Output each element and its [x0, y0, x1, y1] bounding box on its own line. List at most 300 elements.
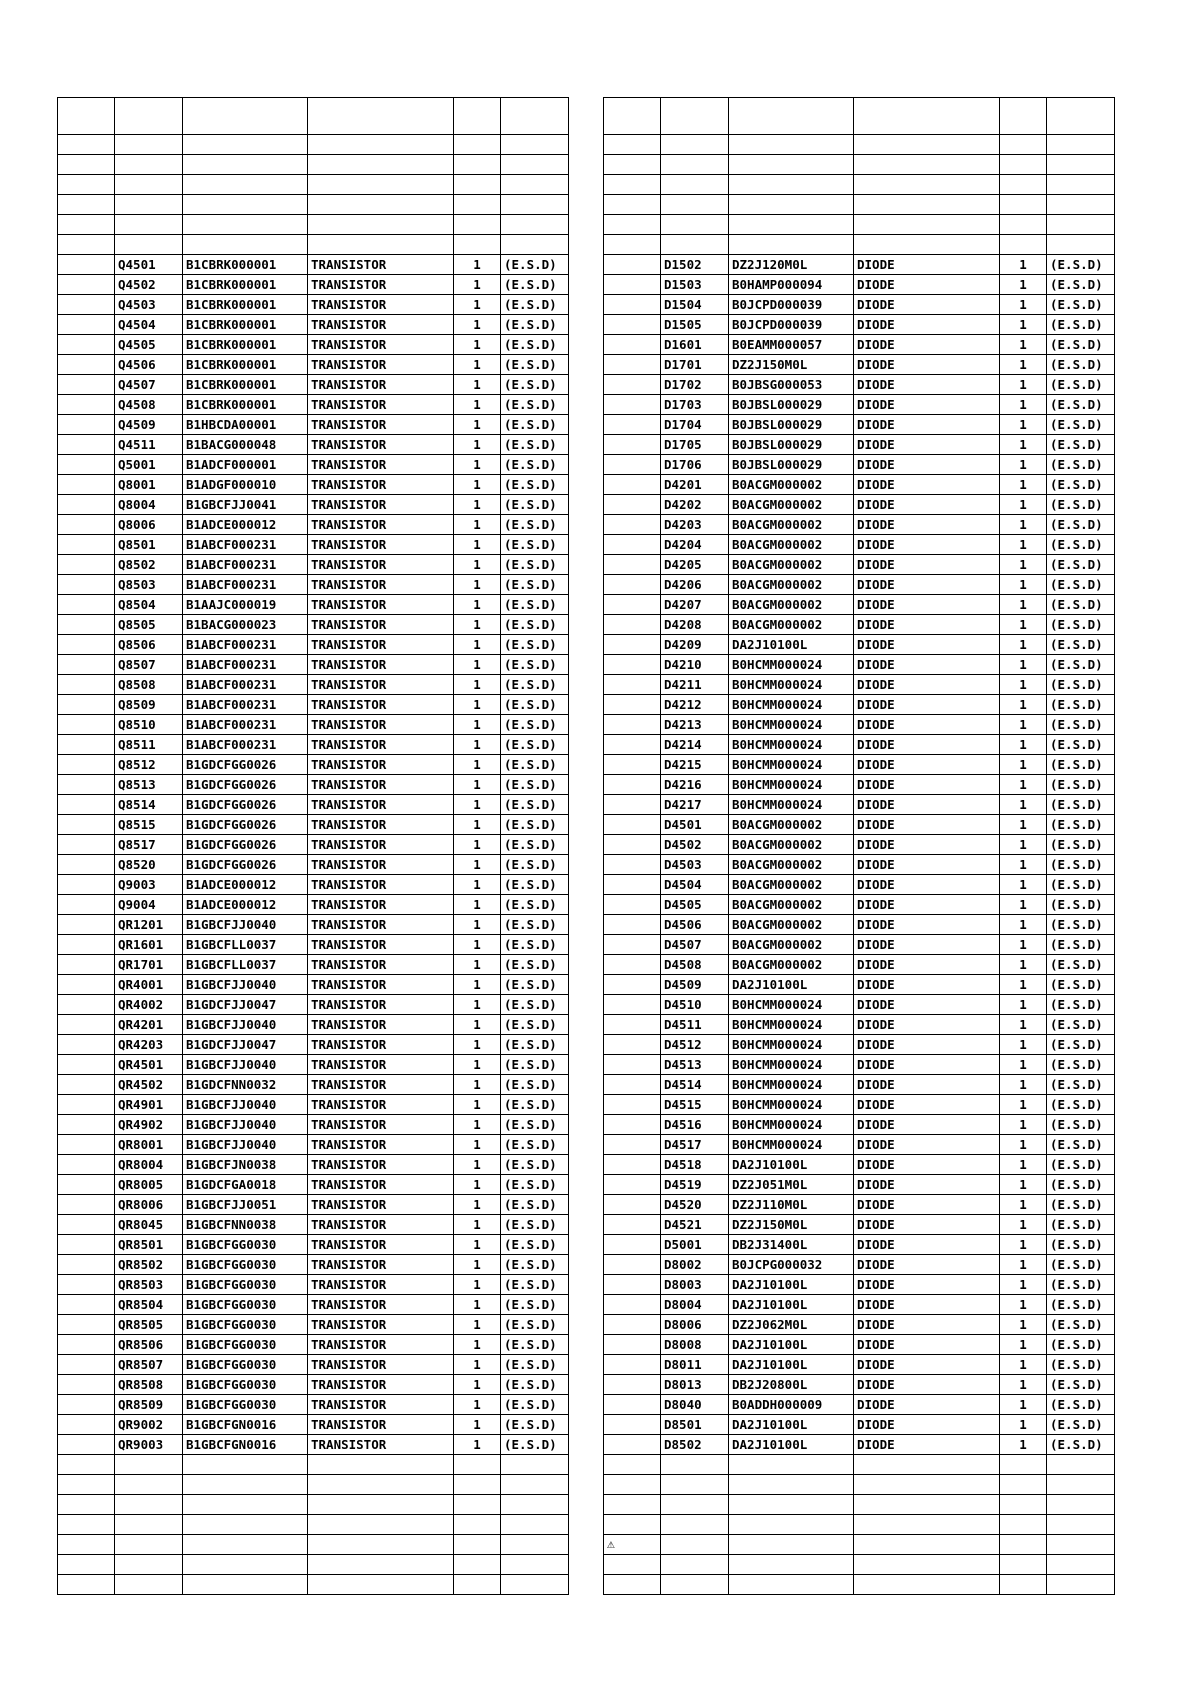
- part-no-cell: B0ADDH000009: [729, 1395, 854, 1415]
- table-row: [604, 1155, 1115, 1175]
- remark-cell: [604, 515, 661, 535]
- note-cell: (E.S.D): [1047, 755, 1115, 775]
- remark-cell: [604, 655, 661, 675]
- quantity-cell: 1: [1000, 595, 1047, 615]
- description-cell: TRANSISTOR: [308, 1235, 454, 1255]
- remark-cell: [58, 835, 115, 855]
- empty-cell: [604, 1475, 661, 1495]
- note-cell: (E.S.D): [1047, 695, 1115, 715]
- remark-cell: [58, 315, 115, 335]
- empty-cell: [854, 98, 1000, 135]
- remark-cell: [58, 975, 115, 995]
- description-cell: DIODE: [854, 1315, 1000, 1335]
- note-cell: (E.S.D): [1047, 555, 1115, 575]
- remark-cell: [58, 335, 115, 355]
- empty-cell: [58, 215, 115, 235]
- ref-no-cell: D4512: [661, 1035, 729, 1055]
- remark-cell: [58, 1175, 115, 1195]
- table-row: [604, 1095, 1115, 1115]
- empty-cell: [454, 1535, 501, 1555]
- table-row: [58, 715, 569, 735]
- quantity-cell: 1: [454, 595, 501, 615]
- note-cell: (E.S.D): [501, 1075, 569, 1095]
- quantity-cell: 1: [454, 315, 501, 335]
- part-no-cell: B0HCMM000024: [729, 695, 854, 715]
- note-cell: (E.S.D): [501, 1195, 569, 1215]
- ref-no-cell: D8502: [661, 1435, 729, 1455]
- part-no-cell: B1BACG000023: [183, 615, 308, 635]
- empty-cell: [661, 1575, 729, 1595]
- remark-cell: [604, 1355, 661, 1375]
- ref-no-cell: D8011: [661, 1355, 729, 1375]
- empty-cell: [1047, 1535, 1115, 1555]
- part-no-cell: B1CBRK000001: [183, 375, 308, 395]
- description-cell: DIODE: [854, 615, 1000, 635]
- quantity-cell: 1: [1000, 1255, 1047, 1275]
- table-row: [604, 355, 1115, 375]
- quantity-cell: 1: [1000, 1095, 1047, 1115]
- table-row: [58, 695, 569, 715]
- description-cell: TRANSISTOR: [308, 435, 454, 455]
- remark-cell: [58, 1435, 115, 1455]
- empty-cell: [604, 1455, 661, 1475]
- part-no-cell: DB2J31400L: [729, 1235, 854, 1255]
- ref-no-cell: D8006: [661, 1315, 729, 1335]
- table-row: [58, 895, 569, 915]
- empty-cell: [729, 1575, 854, 1595]
- empty-cell: [604, 98, 661, 135]
- part-no-cell: B1GBCFJJ0040: [183, 975, 308, 995]
- part-no-cell: B0ACGM000002: [729, 875, 854, 895]
- remark-cell: [58, 1355, 115, 1375]
- note-cell: (E.S.D): [1047, 335, 1115, 355]
- description-cell: TRANSISTOR: [308, 1175, 454, 1195]
- note-cell: (E.S.D): [501, 355, 569, 375]
- part-no-cell: B1HBCDA00001: [183, 415, 308, 435]
- remark-cell: [58, 495, 115, 515]
- empty-cell: [729, 175, 854, 195]
- quantity-cell: 1: [454, 1415, 501, 1435]
- empty-cell: [58, 98, 115, 135]
- quantity-cell: 1: [454, 355, 501, 375]
- quantity-cell: 1: [454, 1215, 501, 1235]
- ref-no-cell: Q4505: [115, 335, 183, 355]
- quantity-cell: 1: [1000, 1295, 1047, 1315]
- part-no-cell: B1GBCFJJ0040: [183, 1015, 308, 1035]
- description-cell: DIODE: [854, 1395, 1000, 1415]
- empty-cell: [1047, 195, 1115, 215]
- description-cell: DIODE: [854, 255, 1000, 275]
- remark-cell: [604, 495, 661, 515]
- table-row: [58, 1335, 569, 1355]
- empty-cell: [183, 1475, 308, 1495]
- table-row: [58, 515, 569, 535]
- table-row: [58, 1355, 569, 1375]
- table-row: [604, 735, 1115, 755]
- description-cell: TRANSISTOR: [308, 355, 454, 375]
- empty-cell: [1047, 235, 1115, 255]
- empty-cell: [661, 1515, 729, 1535]
- part-no-cell: B0HCMM000024: [729, 775, 854, 795]
- part-no-cell: B0ACGM000002: [729, 475, 854, 495]
- empty-cell: [454, 1475, 501, 1495]
- empty-cell: [454, 175, 501, 195]
- table-row: [604, 315, 1115, 335]
- remark-cell: [604, 1035, 661, 1055]
- empty-cell: [661, 1535, 729, 1555]
- empty-cell: [1000, 235, 1047, 255]
- description-cell: DIODE: [854, 455, 1000, 475]
- note-cell: (E.S.D): [501, 775, 569, 795]
- part-no-cell: B1ABCF000231: [183, 555, 308, 575]
- quantity-cell: 1: [454, 915, 501, 935]
- ref-no-cell: D4513: [661, 1055, 729, 1075]
- part-no-cell: B1GBCFGG0030: [183, 1235, 308, 1255]
- part-no-cell: B1CBRK000001: [183, 295, 308, 315]
- empty-cell: [454, 1515, 501, 1535]
- table-row: [58, 795, 569, 815]
- table-row: [604, 1175, 1115, 1195]
- empty-row: [604, 1515, 1115, 1535]
- quantity-cell: 1: [454, 435, 501, 455]
- quantity-cell: 1: [1000, 755, 1047, 775]
- quantity-cell: 1: [1000, 1215, 1047, 1235]
- empty-cell: [661, 235, 729, 255]
- quantity-cell: 1: [1000, 295, 1047, 315]
- part-no-cell: B0JCPD000039: [729, 295, 854, 315]
- note-cell: (E.S.D): [501, 955, 569, 975]
- quantity-cell: 1: [454, 375, 501, 395]
- remark-cell: [604, 615, 661, 635]
- empty-cell: [501, 1475, 569, 1495]
- note-cell: (E.S.D): [501, 495, 569, 515]
- quantity-cell: 1: [454, 1115, 501, 1135]
- part-no-cell: B1CBRK000001: [183, 315, 308, 335]
- ref-no-cell: Q8511: [115, 735, 183, 755]
- description-cell: TRANSISTOR: [308, 955, 454, 975]
- ref-no-cell: D4208: [661, 615, 729, 635]
- remark-cell: [604, 935, 661, 955]
- part-no-cell: B1GBCFNN0038: [183, 1215, 308, 1235]
- quantity-cell: 1: [1000, 475, 1047, 495]
- description-cell: DIODE: [854, 815, 1000, 835]
- quantity-cell: 1: [1000, 1275, 1047, 1295]
- part-no-cell: B0ACGM000002: [729, 855, 854, 875]
- part-no-cell: B1GDCFNN0032: [183, 1075, 308, 1095]
- part-no-cell: B1GBCFJJ0040: [183, 1095, 308, 1115]
- note-cell: (E.S.D): [501, 1275, 569, 1295]
- ref-no-cell: QR8004: [115, 1155, 183, 1175]
- description-cell: DIODE: [854, 655, 1000, 675]
- part-no-cell: B1GBCFLL0037: [183, 955, 308, 975]
- ref-no-cell: Q9003: [115, 875, 183, 895]
- remark-cell: [604, 1375, 661, 1395]
- part-no-cell: B0HAMP000094: [729, 275, 854, 295]
- note-cell: (E.S.D): [501, 995, 569, 1015]
- table-row: [58, 1155, 569, 1175]
- description-cell: TRANSISTOR: [308, 695, 454, 715]
- empty-cell: [1000, 1495, 1047, 1515]
- empty-row: [604, 1535, 1115, 1555]
- empty-cell: [501, 1515, 569, 1535]
- description-cell: DIODE: [854, 295, 1000, 315]
- part-no-cell: B1GBCFJJ0041: [183, 495, 308, 515]
- note-cell: (E.S.D): [1047, 655, 1115, 675]
- table-row: [58, 1135, 569, 1155]
- description-cell: TRANSISTOR: [308, 915, 454, 935]
- remark-cell: [604, 1175, 661, 1195]
- description-cell: TRANSISTOR: [308, 735, 454, 755]
- part-no-cell: B0JCPG000032: [729, 1255, 854, 1275]
- empty-cell: [1000, 1515, 1047, 1535]
- note-cell: (E.S.D): [1047, 615, 1115, 635]
- description-cell: TRANSISTOR: [308, 775, 454, 795]
- part-no-cell: B1ABCF000231: [183, 715, 308, 735]
- description-cell: DIODE: [854, 575, 1000, 595]
- ref-no-cell: QR1201: [115, 915, 183, 935]
- description-cell: DIODE: [854, 355, 1000, 375]
- remark-cell: [58, 955, 115, 975]
- note-cell: (E.S.D): [1047, 495, 1115, 515]
- empty-row: [58, 1575, 569, 1595]
- note-cell: (E.S.D): [1047, 455, 1115, 475]
- quantity-cell: 1: [454, 495, 501, 515]
- table-row: [58, 995, 569, 1015]
- note-cell: (E.S.D): [501, 275, 569, 295]
- quantity-cell: 1: [454, 275, 501, 295]
- quantity-cell: 1: [454, 1395, 501, 1415]
- ref-no-cell: D4204: [661, 535, 729, 555]
- remark-cell: [58, 535, 115, 555]
- empty-cell: [1000, 1555, 1047, 1575]
- remark-cell: [604, 875, 661, 895]
- table-row: [604, 575, 1115, 595]
- description-cell: DIODE: [854, 435, 1000, 455]
- description-cell: TRANSISTOR: [308, 1355, 454, 1375]
- part-no-cell: B1GBCFGN0016: [183, 1415, 308, 1435]
- part-no-cell: B0HCMM000024: [729, 1055, 854, 1075]
- part-no-cell: B1ABCF000231: [183, 735, 308, 755]
- description-cell: TRANSISTOR: [308, 995, 454, 1015]
- empty-row: [58, 1495, 569, 1515]
- note-cell: (E.S.D): [1047, 1415, 1115, 1435]
- ref-no-cell: D4203: [661, 515, 729, 535]
- part-no-cell: B1GBCFJJ0040: [183, 915, 308, 935]
- remark-cell: [604, 1095, 661, 1115]
- ref-no-cell: QR1601: [115, 935, 183, 955]
- table-row: [58, 1235, 569, 1255]
- part-no-cell: B1GDCFGG0026: [183, 855, 308, 875]
- table-row: [58, 1255, 569, 1275]
- part-no-cell: B1GBCFGG0030: [183, 1395, 308, 1415]
- table-row: [58, 355, 569, 375]
- quantity-cell: 1: [1000, 775, 1047, 795]
- part-no-cell: B0ACGM000002: [729, 815, 854, 835]
- quantity-cell: 1: [454, 1275, 501, 1295]
- part-no-cell: DA2J10100L: [729, 635, 854, 655]
- ref-no-cell: Q8004: [115, 495, 183, 515]
- ref-no-cell: D4514: [661, 1075, 729, 1095]
- description-cell: TRANSISTOR: [308, 255, 454, 275]
- ref-no-cell: D4510: [661, 995, 729, 1015]
- ref-no-cell: QR8501: [115, 1235, 183, 1255]
- ref-no-cell: D4511: [661, 1015, 729, 1035]
- quantity-cell: 1: [1000, 315, 1047, 335]
- quantity-cell: 1: [1000, 495, 1047, 515]
- description-cell: DIODE: [854, 835, 1000, 855]
- table-row: [58, 1395, 569, 1415]
- empty-cell: [183, 235, 308, 255]
- ref-no-cell: QR4002: [115, 995, 183, 1015]
- part-no-cell: DA2J10100L: [729, 1415, 854, 1435]
- empty-cell: [604, 215, 661, 235]
- note-cell: (E.S.D): [1047, 515, 1115, 535]
- ref-no-cell: QR8001: [115, 1135, 183, 1155]
- note-cell: (E.S.D): [1047, 915, 1115, 935]
- note-cell: (E.S.D): [501, 1035, 569, 1055]
- part-no-cell: B1GBCFJJ0040: [183, 1115, 308, 1135]
- quantity-cell: 1: [1000, 1315, 1047, 1335]
- note-cell: (E.S.D): [501, 435, 569, 455]
- remark-cell: [604, 475, 661, 495]
- quantity-cell: 1: [454, 815, 501, 835]
- empty-cell: [183, 175, 308, 195]
- ref-no-cell: D4501: [661, 815, 729, 835]
- note-cell: (E.S.D): [1047, 1275, 1115, 1295]
- ref-no-cell: D4506: [661, 915, 729, 935]
- quantity-cell: 1: [1000, 1015, 1047, 1035]
- table-row: [58, 1075, 569, 1095]
- remark-cell: [58, 475, 115, 495]
- empty-cell: [115, 98, 183, 135]
- description-cell: TRANSISTOR: [308, 1075, 454, 1095]
- remark-cell: [604, 815, 661, 835]
- note-cell: (E.S.D): [501, 675, 569, 695]
- note-cell: (E.S.D): [1047, 1055, 1115, 1075]
- note-cell: (E.S.D): [501, 555, 569, 575]
- empty-cell: [661, 155, 729, 175]
- table-row: [58, 375, 569, 395]
- table-row: [604, 855, 1115, 875]
- empty-cell: [854, 135, 1000, 155]
- remark-cell: [58, 1295, 115, 1315]
- empty-row: [58, 215, 569, 235]
- ref-no-cell: D4515: [661, 1095, 729, 1115]
- table-row: [604, 455, 1115, 475]
- empty-cell: [854, 1455, 1000, 1475]
- description-cell: DIODE: [854, 1075, 1000, 1095]
- table-row: [58, 815, 569, 835]
- empty-cell: [308, 155, 454, 175]
- note-cell: (E.S.D): [1047, 1095, 1115, 1115]
- description-cell: DIODE: [854, 375, 1000, 395]
- table-row: [58, 915, 569, 935]
- table-row: [604, 1055, 1115, 1075]
- remark-cell: [604, 355, 661, 375]
- ref-no-cell: QR4901: [115, 1095, 183, 1115]
- ref-no-cell: QR8507: [115, 1355, 183, 1375]
- part-no-cell: B1GBCFGG0030: [183, 1315, 308, 1335]
- empty-cell: [501, 195, 569, 215]
- table-row: [604, 655, 1115, 675]
- note-cell: (E.S.D): [1047, 835, 1115, 855]
- table-row: [604, 1395, 1115, 1415]
- empty-row: [58, 1475, 569, 1495]
- note-cell: (E.S.D): [1047, 1255, 1115, 1275]
- part-no-cell: DA2J10100L: [729, 1435, 854, 1455]
- empty-cell: [1000, 155, 1047, 175]
- empty-cell: [58, 1555, 115, 1575]
- description-cell: TRANSISTOR: [308, 295, 454, 315]
- empty-cell: [729, 135, 854, 155]
- note-cell: (E.S.D): [1047, 435, 1115, 455]
- table-row: [604, 835, 1115, 855]
- remark-cell: [604, 375, 661, 395]
- quantity-cell: 1: [454, 1055, 501, 1075]
- ref-no-cell: D4217: [661, 795, 729, 815]
- description-cell: TRANSISTOR: [308, 1415, 454, 1435]
- empty-cell: [58, 1475, 115, 1495]
- description-cell: TRANSISTOR: [308, 795, 454, 815]
- empty-cell: [1047, 215, 1115, 235]
- quantity-cell: 1: [1000, 935, 1047, 955]
- note-cell: (E.S.D): [501, 1235, 569, 1255]
- note-cell: (E.S.D): [501, 535, 569, 555]
- table-row: [58, 1275, 569, 1295]
- table-row: [604, 1215, 1115, 1235]
- ref-no-cell: D8002: [661, 1255, 729, 1275]
- table-row: [604, 1335, 1115, 1355]
- note-cell: (E.S.D): [501, 935, 569, 955]
- remark-cell: [58, 1375, 115, 1395]
- part-no-cell: B1CBRK000001: [183, 255, 308, 275]
- part-no-cell: B1GBCFGN0016: [183, 1435, 308, 1455]
- empty-cell: [454, 155, 501, 175]
- empty-cell: [58, 195, 115, 215]
- ref-no-cell: D1503: [661, 275, 729, 295]
- part-no-cell: B1GBCFJJ0040: [183, 1055, 308, 1075]
- empty-cell: [604, 175, 661, 195]
- table-row: [604, 555, 1115, 575]
- quantity-cell: 1: [454, 735, 501, 755]
- quantity-cell: 1: [454, 1255, 501, 1275]
- remark-cell: [604, 1115, 661, 1135]
- remark-cell: [58, 1215, 115, 1235]
- remark-cell: [58, 395, 115, 415]
- ref-no-cell: D4518: [661, 1155, 729, 1175]
- table-row: [604, 415, 1115, 435]
- description-cell: TRANSISTOR: [308, 835, 454, 855]
- quantity-cell: 1: [454, 1315, 501, 1335]
- note-cell: (E.S.D): [501, 795, 569, 815]
- note-cell: (E.S.D): [1047, 795, 1115, 815]
- table-row: [604, 615, 1115, 635]
- note-cell: (E.S.D): [1047, 875, 1115, 895]
- ref-no-cell: D4214: [661, 735, 729, 755]
- quantity-cell: 1: [1000, 1115, 1047, 1135]
- note-cell: (E.S.D): [1047, 575, 1115, 595]
- empty-cell: [115, 1475, 183, 1495]
- quantity-cell: 1: [1000, 1415, 1047, 1435]
- empty-cell: [729, 1555, 854, 1575]
- empty-row: [604, 155, 1115, 175]
- note-cell: (E.S.D): [501, 1095, 569, 1115]
- note-cell: (E.S.D): [501, 895, 569, 915]
- note-cell: (E.S.D): [501, 1315, 569, 1335]
- empty-cell: [115, 195, 183, 215]
- note-cell: (E.S.D): [1047, 675, 1115, 695]
- description-cell: TRANSISTOR: [308, 975, 454, 995]
